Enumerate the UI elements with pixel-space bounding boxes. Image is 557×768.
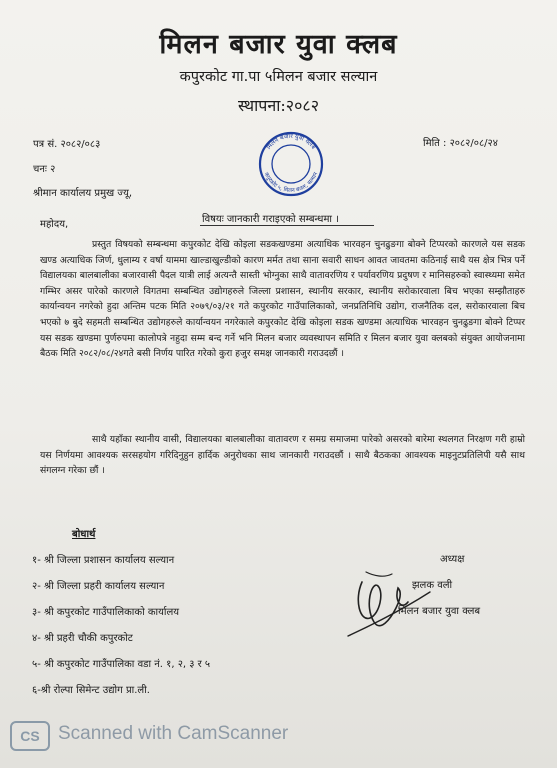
cc-item: ५- श्री कपुरकोट गाउँपालिका वडा नं. १, २, ३ र ५ (32, 659, 211, 670)
body-paragraph-1: प्रस्तुत विषयको सम्बन्धमा कपुरकोट देखि कोइला सडकखण्डमा अत्याधिक भारवहन चुनढुङगा बोक्ने टिप्परको कारणले यस सडक खण्ड अत्याधिक जिर्ण, धुलाम्य र वर्षा याममा खाल्डाखुल्डीको कारण मर्मत तथा साना सवारी साधन आवत जावतमा कठिनाई साथै यस क्षेत्र भित्र पर्ने विद्यालयका बालबालीका बजारवासी पैदल यात्री लाई अत्यन्तै सास्ती भोग्नुका साथै वातावरणिय र पर्यावरणिय प्रदुषण र मानिसहरुको स्वास्थ्यमा समेत गम्भिर असर पारेको कारणले विगतमा सम्बन्धित उद्योगहरुले जिल्ला प्रशासन, स्थानीय सरकार, स्थानीय सरोकारवाला बिच भएका सम्झौताहरु कार्यान्वयन नगरेको हुदा अन्तिम पटक मिति २०७९/०३/२१ गते कपुरकोट गाउँपालिकाको, जनप्रतिनिधि उद्योग, राजनैतिक दल, सरोकारवाला बिच भएको ७ बुदे सहमती सम्बन्धित उद्योगहरुले कार्यान्वयन नगरेकाले कपुरकोट देखि कोइला सडक खण्डमा अत्याधिक भारवहन चुनढुङगा बोक्ने टिप्पर यस सडक खण्डमा पुर्णरुपमा कालोपत्रे नहुदा सम्म बन्द गर्ने भनि मिलन बजार व्यवस्थापन समिति र मिलन बजार युवा क्लबको संयुक्त आयोजनामा बैठक मिति २०८२/०८/२४गते बसी निर्णय पारित गरेको कुरा हजुर समक्ष जानकारी गराउदछौं । (40, 239, 525, 360)
signatory-role: अध्यक्ष (440, 554, 465, 565)
recipient-line: श्रीमान कार्यालय प्रमुख ज्यू, (33, 188, 133, 199)
signatory-name: झलक वली (412, 580, 453, 591)
subject-underline (200, 225, 374, 226)
stamp-inner-ring (272, 145, 310, 183)
camscanner-text: Scanned with CamScanner (58, 723, 289, 744)
signature-block (340, 540, 540, 650)
dispatch-number: चनः २ (33, 164, 56, 175)
club-address: कपुरकोट गा.पा ५मिलन बजार सल्यान (179, 69, 378, 85)
cc-item: १- श्री जिल्ला प्रशासन कार्यालय सल्यान (32, 555, 175, 566)
body-paragraph-2: साथै यहाँका स्थानीय वासी, विद्यालयका बालबालीका वातावरण र समग्र समाजमा पारेको असरको बारेमा स्थलगत निरक्षण गरी हाम्रो यस निर्णयमा आवश्यक सरसहयोग गरिदिनुहुन हार्दिक अनुरोधका साथ जानकारी गराउदछौं । साथै बैठकका आवश्यक माइनुटप्रतिलिपी यसै साथ संगलग्न गरेका छौं । (40, 434, 525, 477)
salutation: महोदय, (40, 219, 69, 230)
stamp-top-text: मिलन बजार युवा क्लब (265, 132, 317, 151)
signatory-organization: मिलन बजार युवा क्लब (398, 606, 481, 617)
letter-number: पत्र सं. २०८२/०८३ (33, 139, 101, 150)
established-year: स्थापना:२०८२ (237, 96, 320, 115)
handwritten-signature (344, 562, 434, 642)
letter-date: मिति : २०८२/०८/२४ (423, 138, 498, 149)
club-name-heading: मिलन बजार युवा क्लब (159, 29, 398, 60)
cc-heading: बोधार्थ (72, 529, 96, 540)
cc-item: ४- श्री प्रहरी चौकी कपुरकोट (32, 633, 133, 644)
cc-item: ३- श्री कपुरकोट गाउँपालिकाको कार्यालय (32, 607, 180, 618)
club-stamp (251, 130, 331, 198)
cc-item: २- श्री जिल्ला प्रहरी कार्यालय सल्यान (32, 581, 165, 592)
subject-line: विषयः जानकारी गराइएको सम्बन्धमा । (202, 214, 339, 225)
stamp-bottom-text: कपुरकोट ५, मिलन बजार, सल्यान (262, 171, 320, 195)
camscanner-logo-icon: CS (10, 721, 50, 751)
cc-item: ६-श्री रोल्पा सिमेन्ट उद्योग प्रा.ली. (32, 685, 150, 696)
